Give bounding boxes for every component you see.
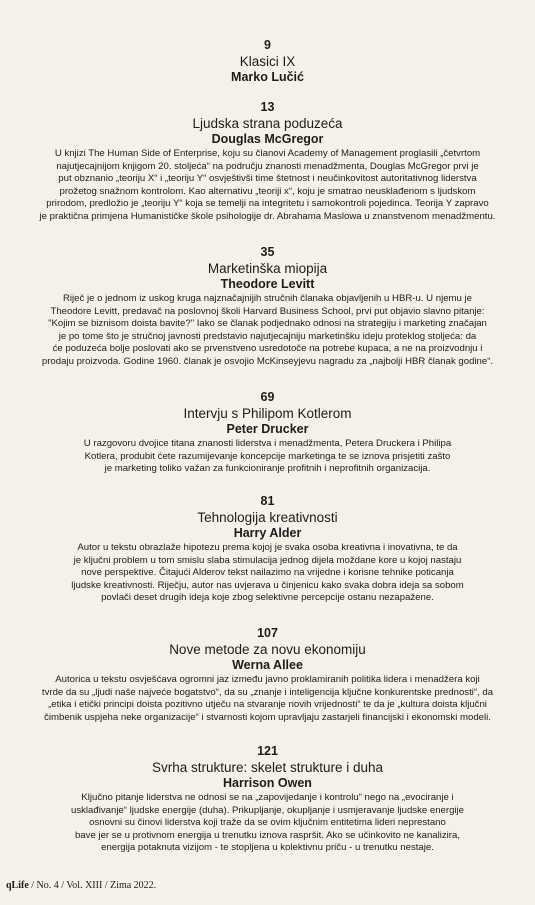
summary-line: „etika i etički principi doista pozitivno utječu na stvaranje novih vrijednosti“ te da je „kultura doista ključni xyxy=(48,699,487,711)
summary-line: je praktična primjena Humanističke škole psihologije dr. Abrahama Maslowa u znanstvenom menadžmentu. xyxy=(39,210,496,222)
toc-entry xyxy=(36,744,499,855)
article-title: Klasici IX xyxy=(239,54,296,69)
article-author: Werna Allee xyxy=(232,658,303,672)
summary-line: je po tome što je stručnoj javnosti predstavio najutjecajniju marketinšku ideju proteklog stoljeća: da xyxy=(58,330,477,342)
summary-line: nove perspektive. Čitajući Alderov tekst nailazimo na vrijedne i korisne tehnike poticanja xyxy=(81,567,454,579)
summary-line: energija potaknuta vizijom - te stopljena u kolektivnu priču - u trenutku nestaje. xyxy=(101,842,434,854)
summary-line: Kotlera, produbit ćete razumijevanje koncepcije marketinga te se iznova prisjetiti zašto xyxy=(84,450,451,462)
summary-line: će poduzeća bolje poslovati ako se prvenstveno usredotoče na potrebe kupaca, a ne na proizvodnju i xyxy=(52,343,483,355)
summary-line: Autorica u tekstu osvješćava ogromni jaz između javno proklamiranih politika lidera i menadžera koji xyxy=(55,674,480,685)
summary-line: Ključno pitanje liderstva ne odnosi se na „zapovijedanje i kontrolu“ nego na „evociranje i xyxy=(81,792,454,803)
toc-entry xyxy=(36,626,499,724)
summary-line: Autor u tekstu obrazlaže hipotezu prema kojoj je svaka osoba kreativna i inovativna, te da xyxy=(77,542,458,553)
magazine-name: qLife xyxy=(6,880,29,891)
summary-line: bave jer se u protivnom energija u trenutku iznova raspršit. Ako se učinkovito ne kanalizira, xyxy=(74,829,460,841)
page-number: 121 xyxy=(257,744,278,758)
summary-line: U knjizi The Human Side of Enterprise, koju su članovi Academy of Management proglasili „četvrtom xyxy=(54,148,481,159)
article-summary xyxy=(36,148,499,224)
toc-entry xyxy=(36,390,499,476)
page-number: 9 xyxy=(264,38,271,52)
article-title: Intervju s Philipom Kotlerom xyxy=(183,406,352,421)
summary-line: je marketing toliko važan za funkcioniranje profitnih i neprofitnih organizacija. xyxy=(104,463,431,475)
summary-line: Theodore Levitt, predavač na poslovnoj školi Harvard Business School, prvi put objavio slavno pitanje: xyxy=(50,305,485,317)
summary-line: prodaju proizvoda. Godine 1960. članak je osvojio McKinseyjevu nagradu za „najbolji HBR članak godine“. xyxy=(41,355,494,367)
summary-line: osnovni su činovi liderstva koji traže da se ovim ključnim entitetima lideri neprestano xyxy=(89,817,446,829)
summary-line: čimbenik uspjeha neke organizacije“ i stvarnosti kojom upravljaju zastarjeli financijski i ekonomski modeli. xyxy=(44,711,491,723)
article-title: Svrha strukture: skelet strukture i duha xyxy=(151,760,384,775)
toc-entry xyxy=(36,100,499,224)
summary-line: prožetog snažnom kontrolom. Kao alternativu „teoriji x“, koju je smatrao neusklađenom s ljudskom xyxy=(59,185,476,197)
summary-line: ljudske kreativnosti. Riječju, autor nas uvjerava u činjenicu kako svaka dobra ideja sa sobom xyxy=(71,579,464,591)
summary-line: "Kojim se biznisom doista bavite?" Iako se članak podjednako odnosi na strategiju i marketing značajan xyxy=(48,318,487,330)
summary-line: povlači deset drugih ideja koje zbog selektivne percepcije ostanu nezapažene. xyxy=(101,592,434,604)
summary-line: prirodom, predložio je „teoriju Y“ koja se temelji na integritetu i samokontroli pojedinca. Teorija Y zapravo xyxy=(46,198,489,210)
article-title: Nove metode za novu ekonomiju xyxy=(169,642,366,657)
page-number: 81 xyxy=(260,494,275,508)
summary-line: U razgovoru dvojice titana znanosti liderstva i menadžmenta, Petera Druckera i Philipa xyxy=(83,438,452,449)
page-number: 13 xyxy=(260,100,275,114)
article-title: Tehnologija kreativnosti xyxy=(197,510,338,525)
article-author: Harry Alder xyxy=(233,526,302,540)
page-number: 35 xyxy=(260,245,275,259)
article-author: Douglas McGregor xyxy=(211,132,324,146)
summary-line: tvrde da su „ljudi naše najveće bogatstvo“, da su „znanje i inteligencija ključne konkurentske prednosti“, da xyxy=(41,686,494,698)
article-author: Marko Lučić xyxy=(231,70,304,84)
article-summary xyxy=(36,674,499,724)
article-summary xyxy=(36,792,499,855)
article-summary xyxy=(36,542,499,605)
article-author: Harrison Owen xyxy=(223,776,312,790)
summary-line: put obznanio „teoriju X“ i „teoriju Y“ osvještivši time štetnost i neučinkovitost autoritativnog liderstva xyxy=(58,173,477,185)
article-author: Peter Drucker xyxy=(226,422,309,436)
article-author: Theodore Levitt xyxy=(220,277,315,291)
article-summary xyxy=(36,438,499,476)
toc-entry xyxy=(36,494,499,605)
page-footer xyxy=(6,880,156,891)
summary-line: usklađivanje“ ljudske energije (duha). Prikupljanje, okupljanje i usmjeravanje ljudske energije xyxy=(70,804,465,816)
summary-line: je ključni problem u tom smislu slaba stimulacija jednog dijela moždane kore u kojoj nastaju xyxy=(73,554,462,566)
article-title: Marketinška miopija xyxy=(207,261,328,276)
toc-entry xyxy=(36,38,499,85)
toc-entry xyxy=(36,245,499,369)
article-summary xyxy=(36,293,499,369)
summary-line: najutjecajnijom knjigom 20. stoljeća“ na području znanosti menadžmenta, Douglas McGregor prvi je xyxy=(56,160,479,172)
page-number: 69 xyxy=(260,390,275,404)
article-title: Ljudska strana poduzeća xyxy=(192,116,343,131)
summary-line: Riječ je o jednom iz uskog kruga najznačajnijih stručnih članaka objavljenih u HBR-u. U njemu je xyxy=(62,293,472,304)
page-number: 107 xyxy=(257,626,278,640)
issue-info: / No. 4 / Vol. XIII / Zima 2022. xyxy=(28,880,157,891)
